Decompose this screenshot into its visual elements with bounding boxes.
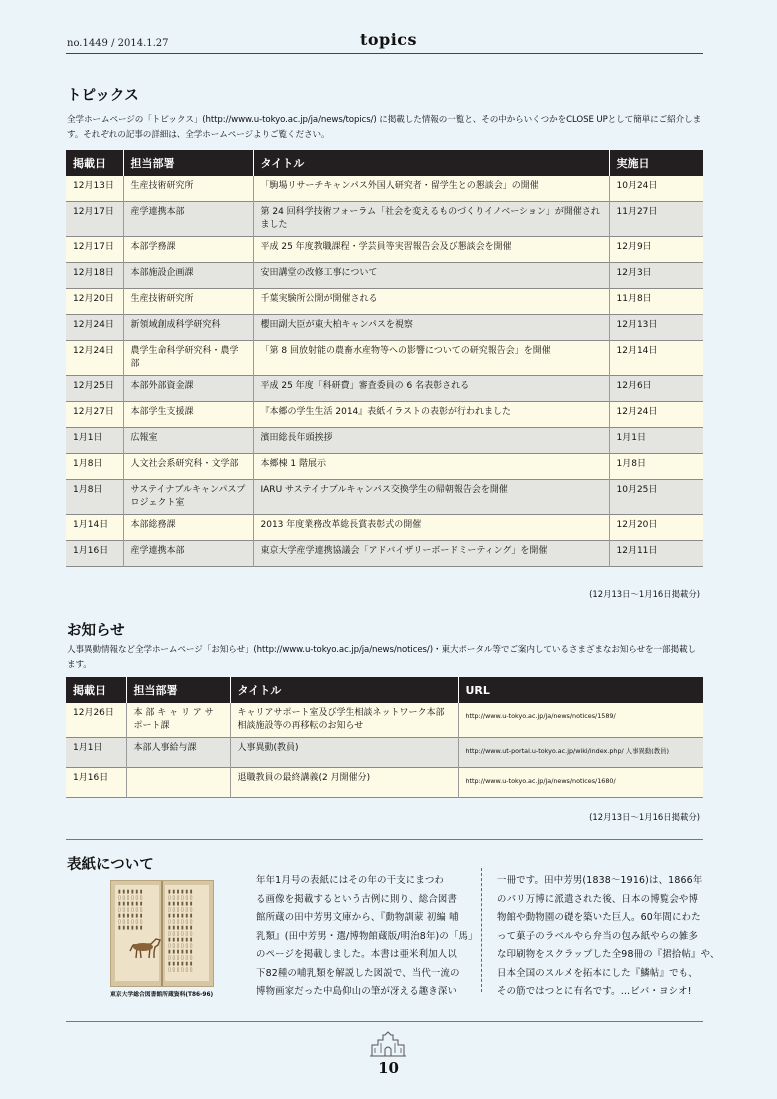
cell-date: 12月26日	[66, 703, 126, 738]
cell-title: 2013 年度業務改革総長賞表彰式の開催	[253, 515, 609, 541]
cell-held: 10月25日	[609, 480, 703, 515]
column-header-date: 掲載日	[66, 677, 126, 703]
column-header-title: タイトル	[230, 677, 458, 703]
cell-date: 12月17日	[66, 202, 123, 237]
cell-title: キャリアサポート室及び学生相談ネットワーク本部相談施設等の再移転のお知らせ	[230, 703, 458, 738]
text-line: 館所蔵の田中芳男文庫から、『動物訓蒙 初編 哺	[256, 912, 459, 923]
horse-illustration-icon	[129, 937, 163, 959]
cell-dept: 本部総務課	[123, 515, 253, 541]
cell-date: 12月24日	[66, 315, 123, 341]
cell-title: 退職教員の最終講義(2 月開催分)	[230, 768, 458, 798]
cell-held: 12月14日	[609, 341, 703, 376]
cell-held: 12月6日	[609, 376, 703, 402]
text-line: 物館や動物園の礎を築いた巨人。60年間にわた	[497, 912, 701, 923]
topics-range-note: (12月13日〜1月16日掲載分)	[589, 589, 700, 599]
table-header-row	[66, 677, 703, 703]
text-line: その筋ではつとに有名です。…ビバ・ヨシオ!	[497, 986, 692, 997]
cell-dept: 産学連携本部	[123, 541, 253, 567]
cell-title: 千葉実験所公開が開催される	[253, 289, 609, 315]
cell-title: 「駒場リサーチキャンパス外国人研究者・留学生との懇談会」の開催	[253, 176, 609, 202]
topics-intro: 全学ホームページの「トピックス」(http://www.u-tokyo.ac.jp/ja/news/topics/) に掲載した情報の一覧と、その中からいくつかをCLOSE UPとして簡単にご紹介します。それぞれの記事の詳細は、全学ホームページよりご覧ください。	[67, 115, 702, 140]
cell-date: 12月13日	[66, 176, 123, 202]
cover-heading: 表紙について	[67, 857, 154, 873]
table-row	[66, 376, 703, 402]
table-row	[66, 480, 703, 515]
cell-date: 12月27日	[66, 402, 123, 428]
cell-dept: 農学生命科学研究科・農学部	[123, 341, 253, 376]
cell-url: http://www.u-tokyo.ac.jp/ja/news/notices/1680/	[458, 768, 703, 798]
cell-held: 12月20日	[609, 515, 703, 541]
cell-date: 1月8日	[66, 480, 123, 515]
text-line: 日本全国のスルメを拓本にした『鱗帖』でも、	[497, 967, 698, 979]
cell-title: 平成 25 年度「科研費」審査委員の 6 名表彰される	[253, 376, 609, 402]
notices-range-note: (12月13日〜1月16日掲載分)	[589, 812, 700, 822]
cell-date: 1月14日	[66, 515, 123, 541]
cell-date: 1月16日	[66, 768, 126, 798]
column-header-held: 実施日	[609, 150, 703, 176]
cell-held: 12月13日	[609, 315, 703, 341]
column-divider	[481, 868, 482, 992]
topics-table	[66, 150, 703, 567]
notices-table	[66, 677, 703, 798]
table-row	[66, 768, 703, 798]
topics-table-body	[66, 176, 703, 567]
book-right-page	[165, 885, 209, 981]
book-gutter	[161, 881, 163, 986]
text-line: る画像を掲載するという古例に則り、総合図書	[256, 893, 458, 905]
cell-date: 12月20日	[66, 289, 123, 315]
notices-table-body	[66, 703, 703, 798]
cell-dept: 広報室	[123, 428, 253, 454]
cell-dept: 本部施設企画課	[123, 263, 253, 289]
cell-dept: 産学連携本部	[123, 202, 253, 237]
column-header-url: URL	[458, 677, 703, 703]
cell-title: 平成 25 年度教職課程・学芸員等実習報告会及び懇談会を開催	[253, 237, 609, 263]
yasuda-auditorium-logo-icon	[369, 1031, 407, 1057]
cell-date: 12月18日	[66, 263, 123, 289]
table-row	[66, 263, 703, 289]
cell-title: 東京大学産学連携協議会「アドバイザリーボードミーティング」を開催	[253, 541, 609, 567]
cell-dept: 本部外部資金課	[123, 376, 253, 402]
cell-date: 12月25日	[66, 376, 123, 402]
cover-book-image	[110, 880, 214, 987]
table-row	[66, 428, 703, 454]
cell-title: 櫻田副大臣が東大柏キャンパスを視察	[253, 315, 609, 341]
cell-held: 11月27日	[609, 202, 703, 237]
text-line: 乳類』(田中芳男・選/博物館蔵版/明治8年)の「馬」	[256, 930, 478, 942]
column-header-dept: 担当部署	[126, 677, 230, 703]
text-line: 博物画家だった中島仰山の筆が冴える趣き深い	[256, 986, 458, 997]
cell-date: 1月1日	[66, 428, 123, 454]
topics-heading: トピックス	[67, 88, 139, 104]
table-row	[66, 237, 703, 263]
text-line: のパリ万博に派遣された後、日本の博覧会や博	[497, 893, 699, 905]
notices-heading: お知らせ	[67, 623, 125, 639]
table-row	[66, 315, 703, 341]
cell-title: 「第 8 回放射能の農畜水産物等への影響についての研究報告会」を開催	[253, 341, 609, 376]
cell-held: 12月24日	[609, 402, 703, 428]
column-header-title: タイトル	[253, 150, 609, 176]
footer-divider	[66, 1021, 703, 1022]
table-row	[66, 341, 703, 376]
table-row	[66, 703, 703, 738]
cell-dept: 生産技術研究所	[123, 176, 253, 202]
cell-date: 1月1日	[66, 738, 126, 768]
table-row	[66, 202, 703, 237]
cover-text-column-2	[497, 872, 720, 1002]
text-line: のページを掲載しました。本書は亜米利加人以	[256, 949, 457, 960]
column-header-date: 掲載日	[66, 150, 123, 176]
cell-date: 12月24日	[66, 341, 123, 376]
text-line: な印刷物をスクラップした全98冊の『捃拾帖』や、	[497, 949, 720, 960]
page-title: topics	[359, 30, 418, 49]
cell-dept	[126, 768, 230, 798]
page-number: 10	[378, 1059, 399, 1077]
book-text-glyphs: ▮ ▮ ▮ ▮ ▮ ▮ ▯ ▯ ▯ ▯ ▯ ▯ ▮ ▮ ▮ ▮ ▮ ▮ ▯ ▯ ▯ ▯ ▯ ▯ ▮ ▮ ▮ ▮ ▮ ▮ ▯ ▯ ▯ ▯ ▯ ▯ ▮ ▮ ▮ ▮ ▮ ▮ ▯ ▯ ▯ ▯ ▯ ▯ ▮ ▮ ▮ ▮ ▮ ▮ ▯ ▯ ▯ ▯ ▯ ▯ ▮ ▮ ▮ ▮ ▮ ▮ ▯ ▯ ▯ ▯ ▯ ▯ ▮ ▮ ▮ ▮ ▮ ▮ ▯ ▯ ▯ ▯ ▯ ▯	[168, 889, 193, 973]
cell-dept: サステイナブルキャンパスプロジェクト室	[123, 480, 253, 515]
table-row	[66, 176, 703, 202]
cell-title: 第 24 回科学技術フォーラム「社会を変えるものづくりイノベーション」が開催されました	[253, 202, 609, 237]
cell-dept: 生産技術研究所	[123, 289, 253, 315]
table-row	[66, 541, 703, 567]
table-row	[66, 289, 703, 315]
book-left-page	[115, 885, 159, 981]
cell-url: http://www.ut-portal.u-tokyo.ac.jp/wiki/index.php/ 人事異動(教員)	[458, 738, 703, 768]
text-line: 一冊です。田中芳男(1838〜1916)は、1866年	[497, 875, 703, 886]
cell-held: 12月11日	[609, 541, 703, 567]
table-header-row	[66, 150, 703, 176]
table-row	[66, 454, 703, 480]
cell-dept: 本部人事給与課	[126, 738, 230, 768]
cell-held: 12月3日	[609, 263, 703, 289]
book-text-glyphs: ▮ ▮ ▮ ▮ ▮ ▮ ▯ ▯ ▯ ▯ ▯ ▯ ▮ ▮ ▮ ▮ ▮ ▮ ▯ ▯ ▯ ▯ ▯ ▯ ▮ ▮ ▮ ▮ ▮ ▮ ▯ ▯ ▯ ▯ ▯ ▯ ▮ ▮ ▮ ▮ ▮ ▮	[118, 889, 143, 931]
cell-held: 12月9日	[609, 237, 703, 263]
cell-dept: 本部学務課	[123, 237, 253, 263]
cell-url: http://www.u-tokyo.ac.jp/ja/news/notices/1589/	[458, 703, 703, 738]
cover-image-caption: 東京大学総合図書館所蔵資料(T86-96)	[110, 992, 214, 998]
text-line: 年年1月号の表紙にはその年の干支にまつわ	[256, 875, 445, 886]
table-row	[66, 402, 703, 428]
cell-dept: 新領域創成科学研究科	[123, 315, 253, 341]
cell-date: 12月17日	[66, 237, 123, 263]
cell-title: IARU サステイナブルキャンパス交換学生の帰朝報告会を開催	[253, 480, 609, 515]
cell-date: 1月8日	[66, 454, 123, 480]
section-divider	[66, 839, 703, 840]
cell-dept: 本 部 キ ャ リ ア サ ポート課	[126, 703, 230, 738]
header-divider	[66, 53, 703, 54]
table-row	[66, 515, 703, 541]
cell-held: 10月24日	[609, 176, 703, 202]
cell-held: 1月8日	[609, 454, 703, 480]
cover-text-column-1	[256, 872, 478, 1002]
cell-dept: 人文社会系研究科・文学部	[123, 454, 253, 480]
cell-title: 安田講堂の改修工事について	[253, 263, 609, 289]
column-header-dept: 担当部署	[123, 150, 253, 176]
cell-dept: 本部学生支援課	[123, 402, 253, 428]
cell-date: 1月16日	[66, 541, 123, 567]
text-line: 下82種の哺乳類を解説した図説で、当代一流の	[256, 967, 460, 979]
notices-intro: 人事異動情報など全学ホームページ「お知らせ」(http://www.u-tokyo.ac.jp/ja/news/notices/)・東大ポータル等でご案内しているさまざまなお知らせを一部掲載します。	[67, 645, 697, 670]
cell-held: 1月1日	[609, 428, 703, 454]
cell-title: 『本郷の学生生活 2014』表紙イラストの表彰が行われました	[253, 402, 609, 428]
cell-held: 11月8日	[609, 289, 703, 315]
cell-title: 本郷棟 1 階展示	[253, 454, 609, 480]
issue-number: no.1449 / 2014.1.27	[67, 38, 169, 49]
table-row	[66, 738, 703, 768]
cell-title: 濱田総長年頭挨拶	[253, 428, 609, 454]
text-line: って菓子のラベルやら弁当の包み紙やらの雑多	[497, 930, 699, 942]
cell-title: 人事異動(教員)	[230, 738, 458, 768]
